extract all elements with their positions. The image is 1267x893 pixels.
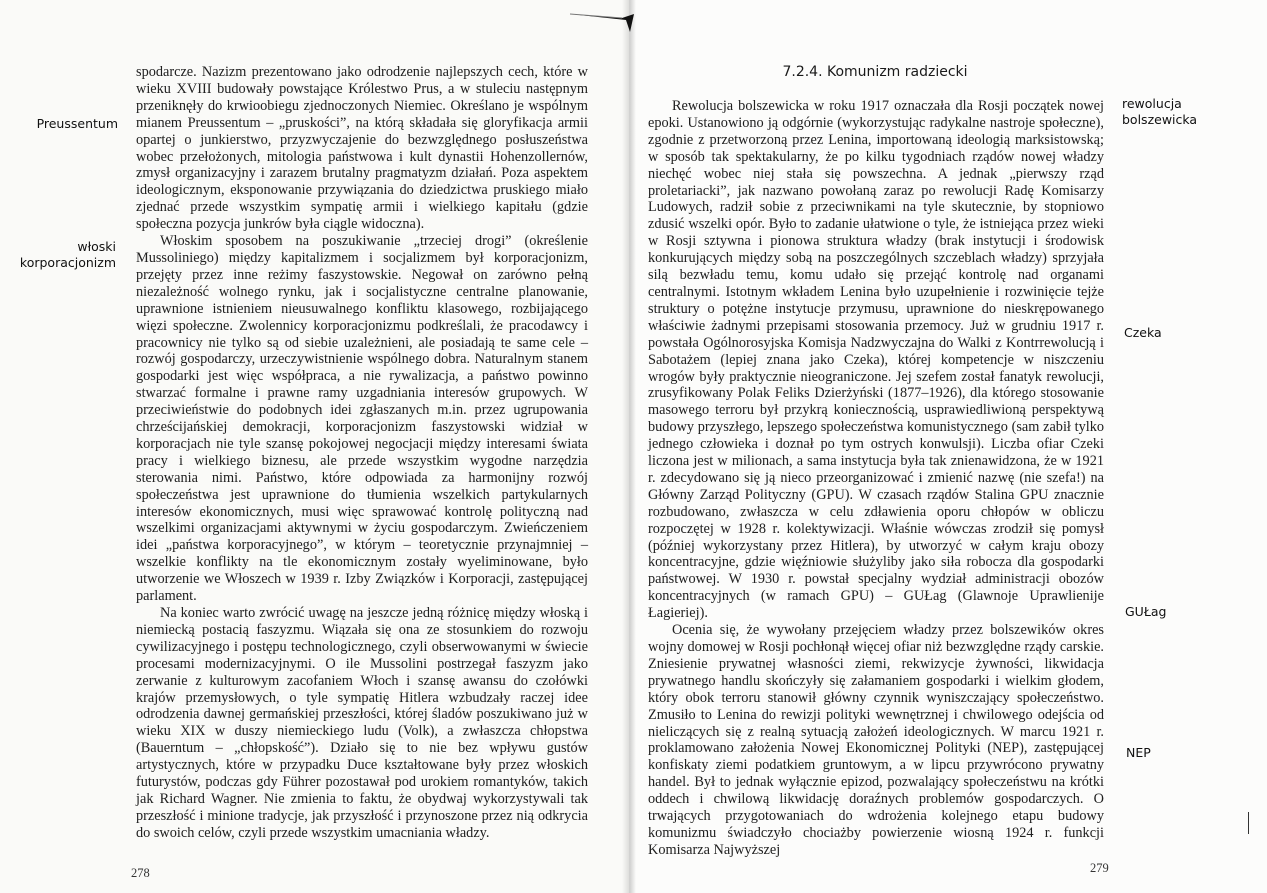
paragraph: Włoskim sposobem na poszukiwanie „trzeciej drogi” (określenie Mussoliniego) między kapitalizmem i socjalizmem był korporacjonizm, przejęty przez inne reżimy faszystowskie. Negował on zarówno pełną niezależność wolnego rynku, jak i socjalistyczne centralne planowanie, uprawnione istnieniem nieusuwalnego konfliktu klasowego, rozbijającego więzi społeczne. Zwolennicy korporacjonizmu podkreślali, że pracodawcy i pracownicy nie tylko są od siebie uzależnieni, ale posiadają te same cele – rozwój gospodarczy, urzeczywistnienie wspólnego dobra. Naturalnym stanem gospodarki jest więc współpraca, a nie rywalizacja, a państwo powinno stwarzać formalne i prawne ramy uzgadniania interesów grupowych. W przeciwieństwie do podobnych idei zgłaszanych m.in. przez ugrupowania chrześcijańskiej demokracji, korporacjonizm faszystowski widział w korporacjach nie tyle szansę pokojowej negocjacji między interesami świata pracy i wielkiego biznesu, ale przede wszystkim wygodne narzędzia sterowania nimi. Państwo, które odpowiada za harmonijny rozwój społeczeństwa jest uprawnione do tłumienia wszelkich partykularnych interesów ekonomicznych, musi więc sprawować kontrolę polityczną nad wszelkimi organizacjami aktywnymi w życiu gospodarczym. Zwieńczeniem idei „państwa korporacyjnego”, w którym – teoretycznie przynajmniej – wszelkie konflikty na tle ekonomicznym zostały wyeliminowane, było utworzenie we Włoszech w 1939 r. Izby Związków i Korporacji, zastępującej parlament. bbox=[136, 233, 588, 605]
margin-note-gulag: GUŁag bbox=[1125, 604, 1167, 619]
margin-note-nep: NEP bbox=[1126, 745, 1151, 760]
margin-note-czeka: Czeka bbox=[1124, 325, 1162, 340]
paragraph: Ocenia się, że wywołany przejęciem władzy przez bolszewików okres wojny domowej w Rosji pochłonął więcej ofiar niż bezwzględne rządy carskie. Zniesienie prywatnej własności ziemi, rekwizycje żywności, likwidacja prywatnego handlu skończyły się załamaniem gospodarki i wielkim głodem, który obok terroru stanowił główny czynnik wyniszczający społeczeństwo. Zmusiło to Lenina do rewizji polityki wewnętrznej i chwilowego odejścia od nieliczących się z realną sytuacją założeń ideologicznych. W marcu 1921 r. proklamowano założenia Nowej Ekonomicznej Polityki (NEP), zastępującej konfiskaty ziemi podatkiem gruntowym, a w lipcu przywrócono prywatny handel. Był to jednak wyłącznie epizod, pozwalający społeczeństwu na krótki oddech i chwilową likwidację doraźnych problemów gospodarczych. O trwających przygotowaniach do wdrożenia kolejnego etapu budowy komunizmu świadczyło chociażby powierzenie wiosną 1924 r. funkcji Komisarza Najwyższej bbox=[648, 622, 1104, 858]
page-number-right: 279 bbox=[1090, 861, 1109, 875]
right-text-column bbox=[648, 98, 1104, 859]
paragraph: Rewolucja bolszewicka w roku 1917 oznaczała dla Rosji początek nowej epoki. Ustanowiono ją odgórnie (wykorzystując radykalne nastroje społeczne), zgodnie z przetworzoną przez Lenina, importowaną ideologią marksistowską; w sposób tak spektakularny, że po kilku tygodniach rządów nowej władzy niechęć wobec niej stała się powszechna. A jednak „pierwszy rząd proletariacki”, jak nazwano powołaną zaraz po rewolucji Radę Komisarzy Ludowych, radził sobie z przeciwnikami na tyle skutecznie, by stopniowo zdusić wszelki opór. Było to zadanie ułatwione o tyle, że istniejąca przez wieki w Rosji sztywna i pionowa struktura władzy (brak instytucji i środowisk konkurujących między sobą na poszczególnych szczeblach władzy) sprzyjała silą bezwładu temu, komu udało się przejąć kontrolę nad organami centralnymi. Istotnym wkładem Lenina było uzupełnienie i rozwinięcie tejże struktury o potężne instytucje przymusu, uprawnione do nieskrępowanego właściwie żadnymi przepisami stosowania przemocy. Już w grudniu 1917 r. powstała Ogólnorosyjska Komisja Nadzwyczajna do Walki z Kontrrewolucją i Sabotażem (lepiej znana jako Czeka), której kompetencje w niszczeniu wrogów były praktycznie nieograniczone. Jej szefem został fanatyk rewolucji, zrusyfikowany Polak Feliks Dzierżyński (1877–1926), dla którego stosowanie masowego terroru był przykrą koniecznością, usprawiedliwioną perspektywą budowy przyszłego, lepszego społeczeństwa komunistycznego (sam zabił tylko jednego człowieka i doznał po tym ostrych konwulsji). Liczba ofiar Czeki liczona jest w milionach, a sama instytucja była tak znienawidzona, że w 1921 r. zdecydowano się ją nieco przeorganizować i zmienić nazwę (nie szefa!) na Główny Zarząd Polityczny (GPU). W czasach rządów Stalina GPU znacznie rozbudowano, zwłaszcza w celu zdławienia oporu chłopów w obliczu rozpoczętej w 1928 r. kolektywizacji. Właśnie wówczas zrodził się pomysł (później wykorzystany przez Hitlera), by utworzyć w całym kraju obozy koncentracyjne, gdzie więźniowie służyliby jako siła robocza dla gospodarki państwowej. W 1930 r. powstał specjalny wydział administracji obozów koncentracyjnych (w ramach GPU) – GUŁag (Glawnoje Uprawlienije Łagieriej). bbox=[648, 98, 1104, 622]
margin-note-wloski-korporacjonizm: włoski korporacjonizm bbox=[19, 239, 116, 270]
margin-note-rewolucja-bolszewicka: rewolucja bolszewicka bbox=[1122, 96, 1198, 127]
page-number-left: 278 bbox=[131, 866, 150, 880]
left-text-column bbox=[136, 64, 588, 842]
left-page bbox=[0, 0, 628, 893]
book-spine-shadow bbox=[622, 0, 636, 893]
page-corner-flap-icon bbox=[570, 12, 636, 34]
paragraph: spodarcze. Nazizm prezentowano jako odrodzenie najlepszych cech, które w wieku XVIII budowały powstające Królestwo Prus, a w stuleciu następnym przeniknęły do krwioobiegu zjednoczonych Niemiec. Określano je wspólnym mianem Preussentum – „pruskości”, na którą składała się gloryfikacja armii opartej o junkierstwo, przyzwyczajenie do bezwzględnego posłuszeństwa wobec przełożonych, mitologia państwowa i kult dynastii Hohenzollernów, zmysł organizacyjny i zarazem brutalny pragmatyzm działań. Poza aspektem ideologicznym, eksponowanie przywiązania do dziedzictwa pruskiego miało zjednać przede wszystkim sympatię armii i wielkiego kapitału (gdzie społeczna pozycja junkrów była ciągle widoczna). bbox=[136, 64, 588, 233]
paragraph: Na koniec warto zwrócić uwagę na jeszcze jedną różnicę między włoską i niemiecką postacią faszyzmu. Wiązała się ona ze stosunkiem do rozwoju cywilizacyjnego i postępu technologicznego, czyli obserwowanymi w świecie procesami modernizacyjnymi. O ile Mussolini postrzegał faszyzm jako zerwanie z kulturowym zacofaniem Włoch i szansę awansu do czołówki krajów przemysłowych, o tyle sympatię Hitlera wzbudzały raczej idee odrodzenia dawnej germańskiej przeszłości, której śladów poszukiwano już w wieku XIX w duszy niemieckiego ludu (Volk), a zwłaszcza chłopstwa (Bauerntum – „chłopskość”). Działo się to nie bez wpływu gustów artystycznych, które w przypadku Duce kształtowane były przez włoskich futurystów, podczas gdy Führer pozostawał pod urokiem romantyków, takich jak Richard Wagner. Nie zmienia to faktu, że obydwaj wykorzystywali tak przeszłość i minione tradycje, jak przyszłość i przynoszone przez nią odkrycia do swoich celów, czyli przede wszystkim umacniania władzy. bbox=[136, 605, 588, 841]
margin-note-preussentum: Preussentum bbox=[36, 116, 118, 131]
edge-mark bbox=[1248, 812, 1249, 834]
section-title: 7.2.4. Komunizm radziecki bbox=[782, 64, 968, 80]
